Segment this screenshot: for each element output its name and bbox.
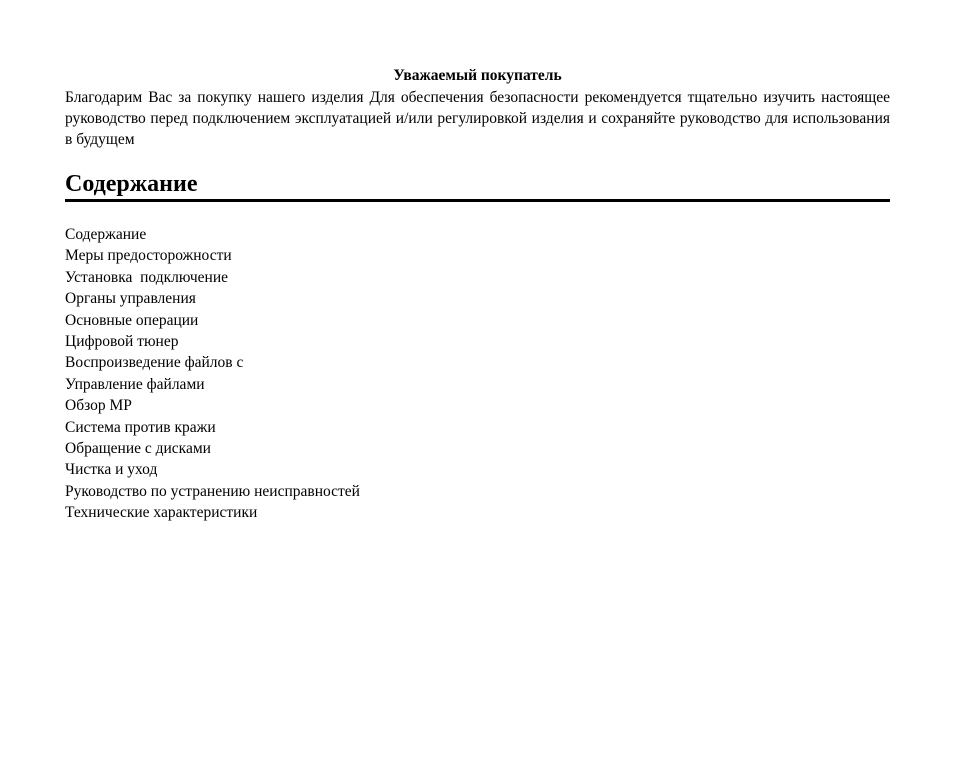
toc-item-disc-handling: Обращение с дисками xyxy=(65,440,211,458)
toc-item-cleaning: Чистка и уход xyxy=(65,461,158,479)
toc-item-precautions: Меры предосторожности xyxy=(65,247,232,265)
toc-item-controls: Органы управления xyxy=(65,290,196,308)
toc-item-contents: Содержание xyxy=(65,226,147,243)
toc-item-basic-operations: Основные операции xyxy=(65,311,199,329)
toc-heading: Содержание xyxy=(65,171,198,197)
toc-item-mp-overview: Обзор MP xyxy=(65,397,132,415)
document-page xyxy=(65,66,890,524)
toc-item-anti-theft: Система против кражи xyxy=(65,418,216,436)
heading-underline xyxy=(65,199,890,202)
toc-item-installation: Установка подключение xyxy=(65,268,229,286)
toc-item-file-playback: Воспроизведение файлов с xyxy=(65,354,244,372)
toc-item-file-management: Управление файлами xyxy=(65,375,205,393)
greeting-heading: Уважаемый покупатель xyxy=(393,67,562,84)
toc-item-digital-tuner: Цифровой тюнер xyxy=(65,333,179,351)
toc-item-troubleshooting: Руководство по устранению неисправностей xyxy=(65,482,360,500)
toc-item-specifications: Технические характеристики xyxy=(65,504,258,522)
toc-list xyxy=(65,224,890,524)
intro-paragraph: Благодарим Вас за покупку нашего изделия Для обеспечения безопасности рекомендуется тщательно изучить настоящее руководство перед подключением эксплуатацией и/или регулировкой изделия и сохраняйте руководство для использования в будущем xyxy=(65,89,890,148)
